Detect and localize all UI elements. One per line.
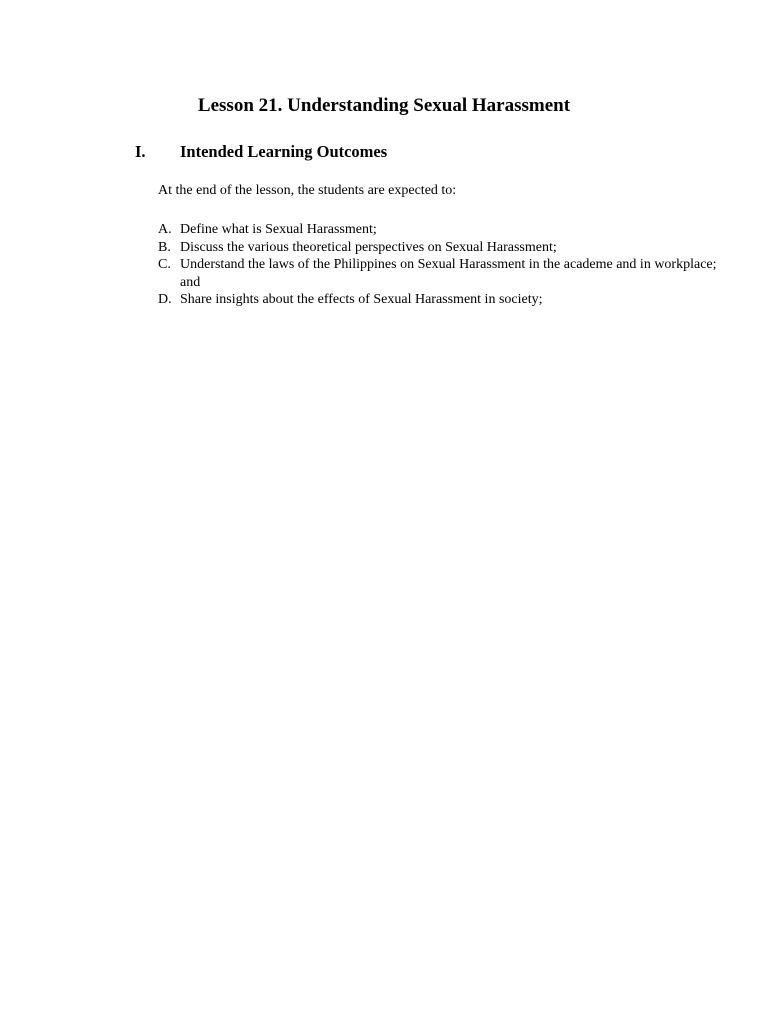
list-item-letter: A. [158,222,172,237]
lesson-title: Lesson 21. Understanding Sexual Harassment [197,95,571,116]
list-item-text: Discuss the various theoretical perspectives on Sexual Harassment; [180,239,557,255]
list-item-text: Define what is Sexual Harassment; [180,222,377,237]
list-item [158,256,718,291]
section-heading [135,141,387,163]
intro-text: At the end of the lesson, the students are expected to: [158,183,457,198]
list-item-letter: D. [158,292,172,308]
list-item-letter: B. [158,239,171,255]
list-item [158,221,718,239]
section-numeral: I. [135,142,146,161]
section-heading-text: Intended Learning Outcomes [180,142,388,161]
list-item-text: Share insights about the effects of Sexual Harassment in society; [180,292,543,308]
list-item-text: Understand the laws of the Philippines on Sexual Harassment in the academe and in workplace; and [180,257,717,290]
list-item [158,239,718,257]
list-item [158,291,718,309]
learning-outcomes-list [158,221,718,309]
list-item-letter: C. [158,257,171,273]
